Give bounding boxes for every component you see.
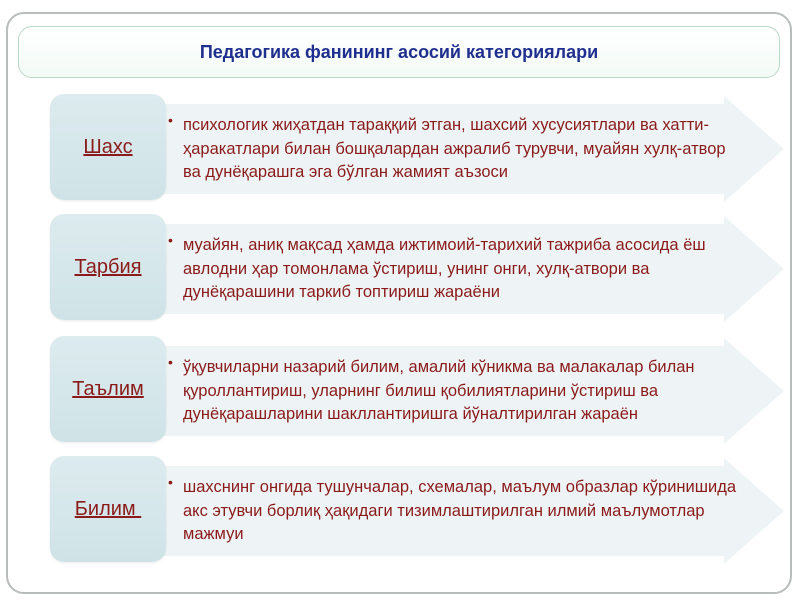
description-shakhs: психологик жиҳатдан тараққий этган, шахсий хусусиятлари ва хатти-ҳаракатлари билан бошқалардан ажралиб турувчи, муайян хулқ-атвор ва дунёқарашга эга бўлган жамият аъзоси <box>183 116 726 181</box>
slide-title: Педагогика фанининг асосий категориялари <box>199 41 599 62</box>
description-bilim: шахснинг онгида тушунчалар, схемалар, маълум образлар кўринишида акс этувчи борлиқ ҳақидаги тизимлаштирилган илмий маълумотлар мажмуи <box>183 478 736 543</box>
bullet-icon: • <box>168 354 173 370</box>
category-row-tarbiya <box>0 214 800 324</box>
term-box-tarbiya <box>50 214 166 320</box>
term-shakhs[interactable]: Шахс <box>83 135 133 158</box>
category-row-shakhs <box>0 94 800 204</box>
term-box-shakhs <box>50 94 166 200</box>
category-row-talim <box>0 336 800 446</box>
term-tarbiya[interactable]: Тарбия <box>74 255 142 278</box>
description-tarbiya: муайян, аниқ мақсад ҳамда ижтимоий-тарихий тажриба асосида ёш авлодни ҳар томонлама ўстириш, унинг онги, хулқ-атвори ва дунёқарашини таркиб топтириш жараёни <box>183 236 706 301</box>
bullet-icon: • <box>168 112 173 128</box>
term-bilim[interactable]: Билим <box>74 497 142 520</box>
term-box-bilim <box>50 456 166 562</box>
term-box-talim <box>50 336 166 442</box>
bullet-icon: • <box>168 474 173 490</box>
description-talim: ўқувчиларни назарий билим, амалий кўникма ва малакалар билан қуроллантириш, уларнинг билиш қобилиятларини ўстириш ва дунёқарашларини шакллантиришга йўналтирилган жараён <box>183 358 695 423</box>
category-row-bilim <box>0 456 800 566</box>
title-banner <box>18 26 780 78</box>
bullet-icon: • <box>168 232 173 248</box>
term-talim[interactable]: Таълим <box>72 377 144 400</box>
